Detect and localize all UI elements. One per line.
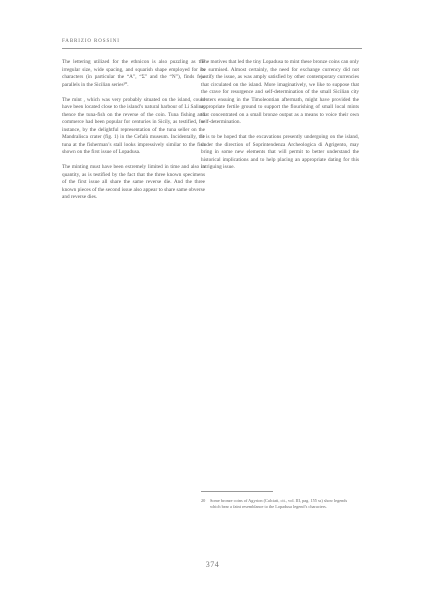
header-rule bbox=[62, 48, 362, 49]
page-number: 374 bbox=[205, 560, 220, 569]
footnote-rule bbox=[201, 491, 273, 492]
left-column bbox=[62, 59, 205, 209]
footnote bbox=[201, 498, 359, 509]
left-paragraph-1: The lettering utilized for the ethnicon is also puzzling as the irregular size, wide spacing, and squarish shape employed for its characters (in particular the “A”, “Σ” and the “N”), finds few parallels in the Sicilian series²⁰. bbox=[62, 59, 205, 88]
right-paragraph-2: It is to be hoped that the excavations presently undergoing on the island, under the direction of Soprintendenza Archeologica di Agrigento, may bring in some new elements that will permit to better understand the historical implications and to help placing an appropriate dating for this intriguing issue. bbox=[201, 134, 359, 170]
right-paragraph-1: The motives that led the tiny Lopadusa to mint these bronze coins can only be surmised. Almost certainly, the need for exchange currency did not justify the issue, as was amply satisfied by other contemporary currencies that circulated on the island. More imaginatively, we like to suppose that the crave for resurgence and self-determination of the small Sicilian city centers ensuing in the Timoleontian aftermath, might have provided the appropriate fertile ground to support the flourishing of small local mints that concentrated on a small bronze output as a means to voice their own self-determination. bbox=[201, 59, 359, 125]
left-paragraph-2: The mint , which was very probably situated on the island, could have been located close to the island’s natural harbour of Li Saline, thence the tuna-fish on the reverse of the coin. Tuna fishing and commerce had been popular for centuries in Sicily, as testified, for instance, by the delightful representation of the tuna seller on the Mandralisca crater (fig. 1) in the Cefalù museum. Incidentally, the tuna at the fisherman’s stall looks impressively similar to the fish shown on the first issue of Lopadusa. bbox=[62, 96, 205, 155]
footnote-number: 20 bbox=[201, 498, 206, 503]
footnote-text: Some bronze coins of Agyrion (Calciati, cit., vol. III, pag. 155 ss) show legends which bear a faint resemblance to the Lopadusa legend’s characters. bbox=[210, 498, 348, 509]
running-head-author: FABRIZIO ROSSINI bbox=[62, 39, 120, 44]
right-column bbox=[201, 59, 359, 179]
left-paragraph-3: The minting must have been extremely limited in time and also in quantity, as is testified by the fact that the three known specimens of the first issue all share the same reverse die. And the three known pieces of the second issue also appear to share same obverse and reverse dies. bbox=[62, 164, 205, 200]
